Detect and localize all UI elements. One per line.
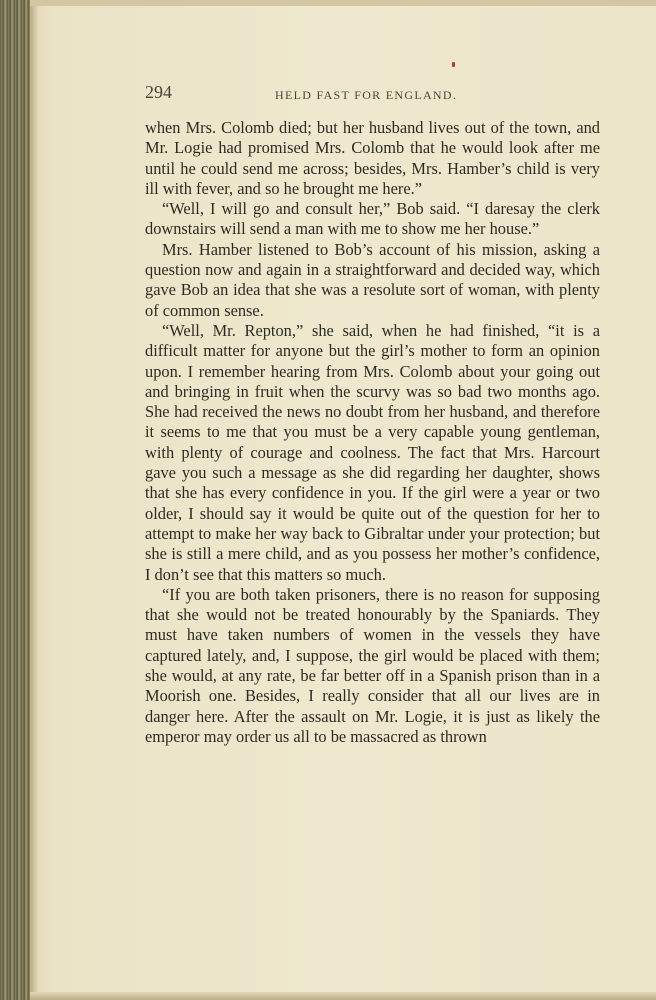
ink-mark [452, 62, 455, 67]
page-bottom-edge [30, 992, 656, 1000]
paragraph: “Well, Mr. Repton,” she said, when he had finished, “it is a difficult matter for anyone but the girl’s mother to form an opinion upon. I remember hearing from Mrs. Colomb about your going out and bringing in fruit when the scurvy was so bad two months ago. She had received the news no doubt from her husband, and therefore it seems to me that you must be a very capable young gentleman, with plenty of courage and coolness. The fact that Mrs. Harcourt gave you such a message as she did regarding her daughter, shows that she has every confidence in you. If the girl were a year or two older, I should say it would be quite out of the question for her to attempt to make her way back to Gibraltar under your protection; but she is still a mere child, and as you possess her mother’s confidence, I don’t see that this matters so much. [145, 320, 600, 584]
body-text [145, 118, 600, 747]
page-number: 294 [145, 82, 172, 102]
paragraph: when Mrs. Colomb died; but her husband lives out of the town, and Mr. Logie had promised Mrs. Colomb that he would look after me until he could send me across; besides, Mrs. Hamber’s child is very ill with fever, and so he brought me here.” [145, 118, 600, 198]
gutter-shadow [30, 0, 38, 1000]
paragraph: “If you are both taken prisoners, there is no reason for supposing that she would not be treated honourably by the Spaniards. They must have taken numbers of women in the vessels they have captured lately, and, I suppose, the girl would be placed with them; she would, at any rate, be far better off in a Spanish prison than in a Moorish one. Besides, I really consider that all our lives are in danger here. After the assault on Mr. Logie, it is just as likely the emperor may order us all to be massacred as thrown [145, 584, 600, 746]
paragraph: Mrs. Hamber listened to Bob’s account of his mission, asking a question now and again in a straightforward and decided way, which gave Bob an idea that she was a resolute sort of woman, with plenty of common sense. [145, 239, 600, 320]
running-title: HELD FAST FOR ENGLAND. [275, 88, 458, 102]
page-top-edge [30, 0, 656, 6]
book-spine [0, 0, 30, 1000]
paragraph: “Well, I will go and consult her,” Bob said. “I daresay the clerk downstairs will send a man with me to show me her house.” [145, 199, 600, 239]
